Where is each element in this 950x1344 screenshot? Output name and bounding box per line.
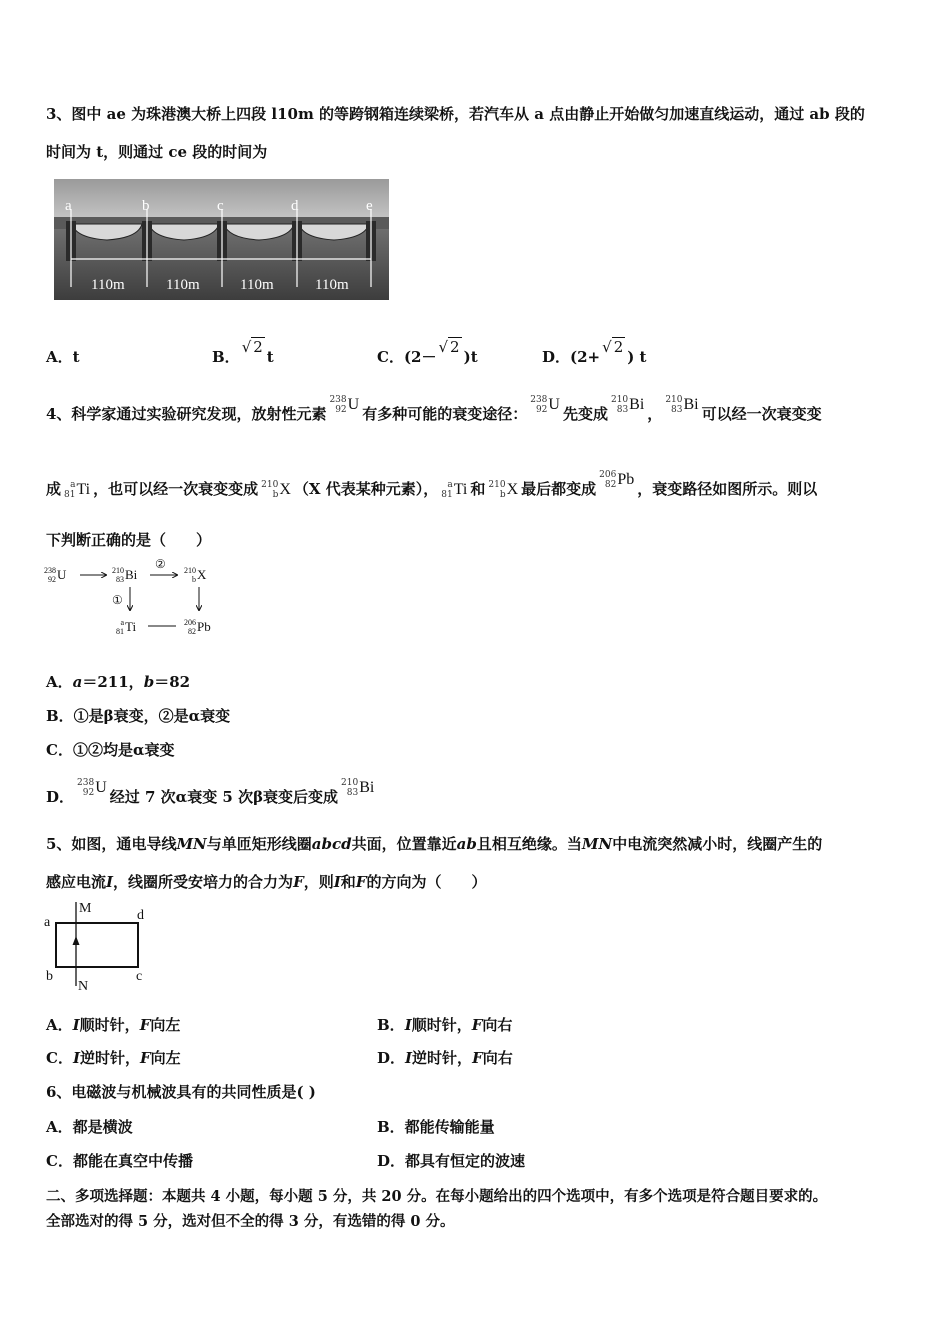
section2-heading-line2: 全部选对的得 5 分，选对但不全的得 3 分，有选错的得 0 分。 <box>46 1213 455 1230</box>
coil-label-d: d <box>137 908 144 923</box>
coil-label-c: c <box>136 969 143 984</box>
decay-diagram <box>44 557 234 640</box>
wire-label-n: N <box>78 979 89 994</box>
nuclide-u238: 238 92 U <box>77 778 107 798</box>
diagram-ti: a 81 Ti <box>116 618 137 636</box>
diagram-pb206: 206 82 Pb <box>184 618 211 636</box>
diagram-mark-1: ① <box>112 593 123 607</box>
q4-option-a[interactable]: A．a＝211，b＝82 <box>46 673 191 691</box>
coil-label-a: a <box>44 915 51 930</box>
bridge-point-b: b <box>142 198 150 214</box>
bridge-point-d: d <box>291 198 299 214</box>
q3-option-d[interactable]: D．(2+√ 2) t <box>542 338 647 366</box>
nuclide-x210: 210 b X <box>261 480 291 500</box>
q5-option-d[interactable]: D．I逆时针，F向右 <box>377 1049 513 1067</box>
bridge-point-a: a <box>65 198 72 214</box>
diagram-mark-2: ② <box>155 557 166 571</box>
nuclide-ti: a 81 Ti <box>64 480 91 500</box>
q6-option-a[interactable]: A．都是横波 <box>46 1118 133 1136</box>
sqrt-symbol: √ 2 <box>438 338 460 356</box>
q3-option-b[interactable]: B．√ 2t <box>212 338 274 366</box>
sqrt-symbol: √ 2 <box>241 338 263 356</box>
bridge-span-4: 110m <box>315 277 349 293</box>
diagram-u238: 238 92 U <box>44 566 67 584</box>
q6-option-c[interactable]: C．都能在真空中传播 <box>46 1152 193 1170</box>
bridge-span-3: 110m <box>240 277 274 293</box>
q4-option-b[interactable]: B．①是β衰变，②是α衰变 <box>46 707 231 725</box>
bridge-figure <box>54 179 389 300</box>
q3-option-c[interactable]: C．(2－√ 2)t <box>377 338 478 366</box>
diagram-arrows <box>44 560 234 640</box>
q5-option-b[interactable]: B．I顺时针，F向右 <box>377 1016 513 1034</box>
nuclide-pb206: 206 82 Pb <box>599 470 635 490</box>
q4-stem-line2: 成 a 81 Ti ，也可以经一次衰变变成 210 b X （X 代表某种元素）， a 81 Ti 和 210 b X 最后都变成 206 82 Pb ，衰变路径如图所示。则以 <box>46 470 818 500</box>
coil-diagram <box>44 898 164 994</box>
bridge-photo <box>54 179 389 300</box>
q5-stem-line2: 感应电流I，线圈所受安培力的合力为F，则I和F的方向为（ ） <box>46 873 487 891</box>
wire-label-m: M <box>79 901 92 916</box>
q3-stem-line2: 时间为 t，则通过 ce 段的时间为 <box>46 143 268 161</box>
nuclide-u238: 238 92 U <box>329 395 360 415</box>
q5-option-c[interactable]: C．I逆时针，F向左 <box>46 1049 181 1067</box>
q3-stem-line1: 3、图中 ae 为珠港澳大桥上四段 l10m 的等跨钢箱连续梁桥，若汽车从 a 点由静止开始做匀加速直线运动，通过 ab 段的 <box>46 105 865 123</box>
nuclide-bi210: 210 83 Bi <box>610 395 645 415</box>
section2-heading-line1: 二、多项选择题：本题共 4 小题，每小题 5 分，共 20 分。在每小题给出的四个选项中，有多个选项是符合题目要求的。 <box>46 1188 828 1205</box>
q6-option-d[interactable]: D．都具有恒定的波速 <box>377 1152 526 1170</box>
nuclide-u238: 238 92 U <box>530 395 560 415</box>
bridge-span-1: 110m <box>91 277 125 293</box>
q4-stem-line1: 4、科学家通过实验研究发现，放射性元素 238 92 U 有多种可能的衰变途径： 238 92 U 先变成 210 83 Bi ， 210 83 Bi 可以经一次衰变变 <box>46 395 822 423</box>
q3-option-a[interactable]: A．t <box>46 348 80 366</box>
q6-stem: 6、电磁波与机械波具有的共同性质是( ) <box>46 1083 316 1101</box>
coil-figure <box>44 898 164 994</box>
bridge-point-c: c <box>217 198 224 214</box>
diagram-x210: 210 b X <box>184 566 207 584</box>
q6-option-b[interactable]: B．都能传输能量 <box>377 1118 495 1136</box>
q4-option-d[interactable]: D． 238 92 U 经过 7 次α衰变 5 次β衰变后变成 210 83 Bi <box>46 778 375 806</box>
q5-stem-line1: 5、如图，通电导线MN与单匝矩形线圈abcd共面，位置靠近ab且相互绝缘。当MN中电流突然减小时，线圈产生的 <box>46 835 823 853</box>
bridge-point-e: e <box>366 198 373 214</box>
q4-stem-line3: 下判断正确的是（ ） <box>46 531 212 549</box>
diagram-bi210: 210 83 Bi <box>112 566 138 584</box>
bridge-span-2: 110m <box>166 277 200 293</box>
nuclide-bi210: 210 83 Bi <box>341 778 375 798</box>
q4-option-c[interactable]: C．①②均是α衰变 <box>46 741 175 759</box>
sqrt-symbol: √ 2 <box>602 338 624 356</box>
nuclide-ti: a 81 Ti <box>441 480 468 500</box>
coil-label-b: b <box>46 969 53 984</box>
nuclide-bi210: 210 83 Bi <box>665 395 699 415</box>
q5-option-a[interactable]: A．I顺时针，F向左 <box>46 1016 181 1034</box>
nuclide-x210: 210 b X <box>488 480 519 500</box>
